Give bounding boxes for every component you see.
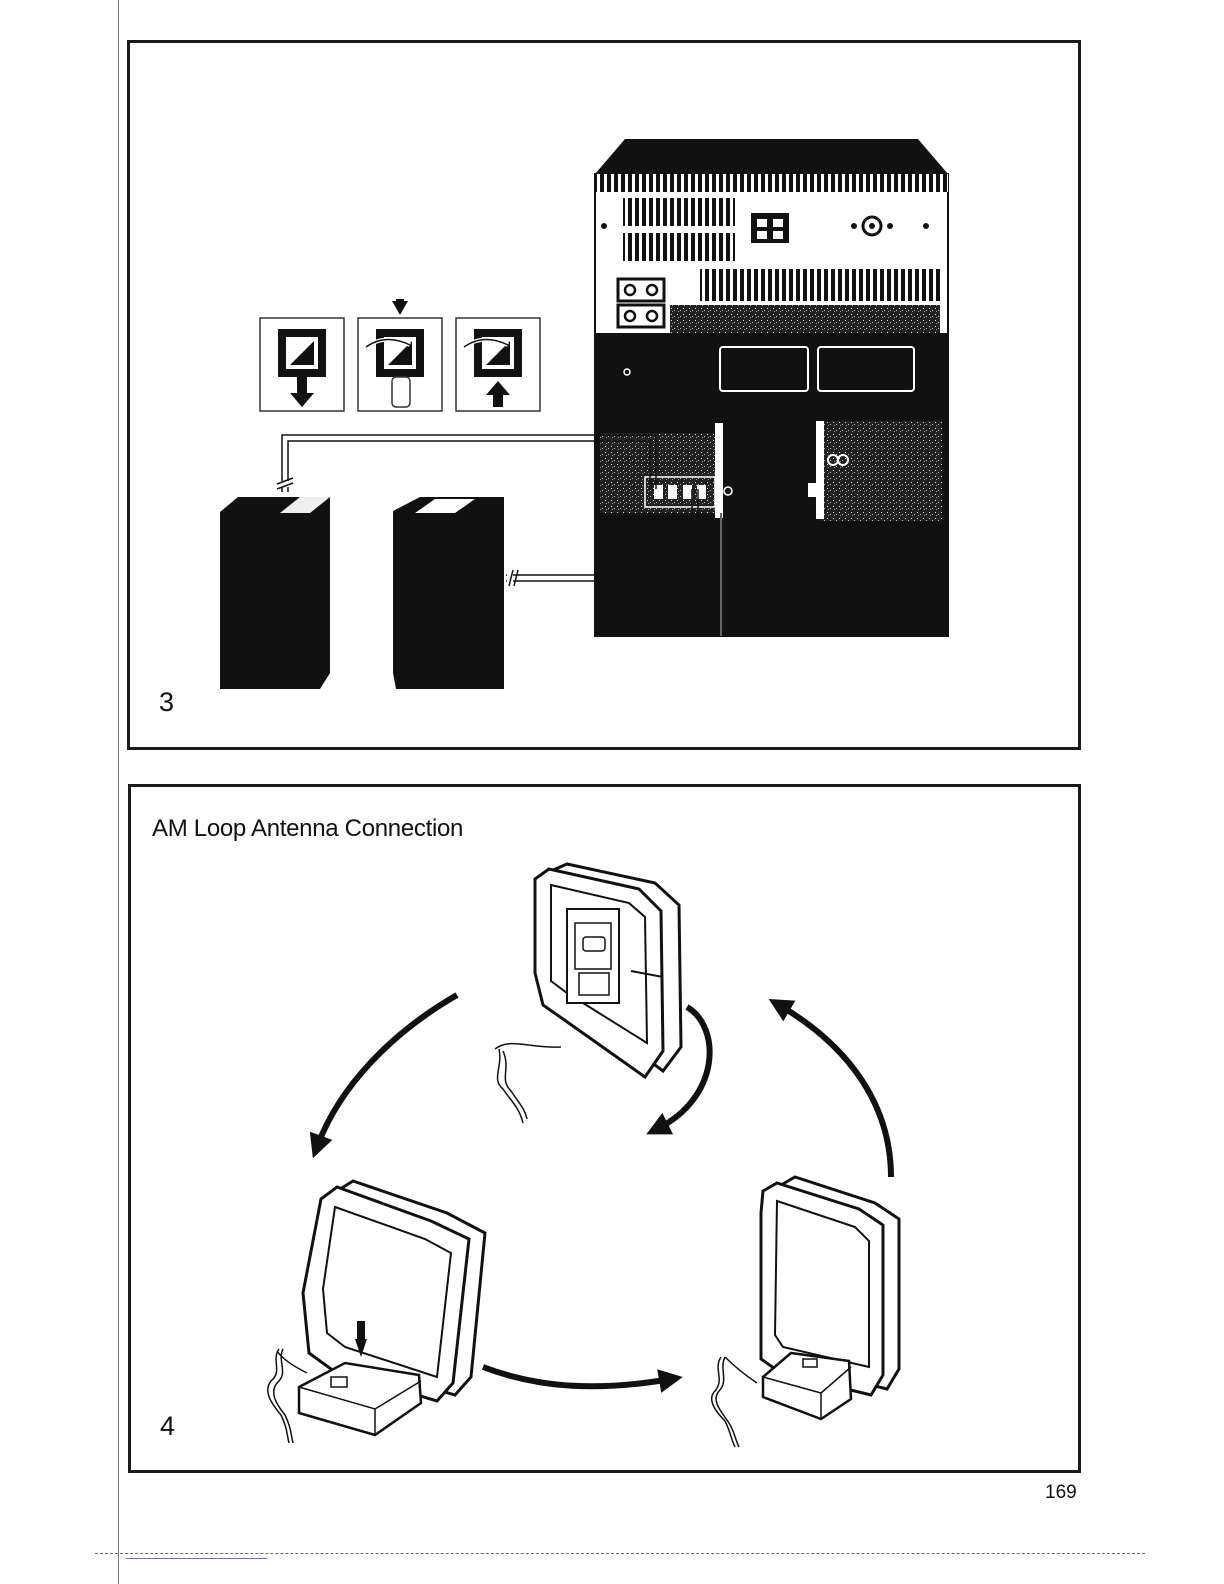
page-number: 169 [1045,1482,1077,1503]
bottom-dashed-rule [95,1553,1145,1554]
terminal-insert-wire-step-icon [358,299,442,411]
speaker-connection-illustration [130,43,1078,747]
arrow-left-to-right [483,1367,671,1386]
terminal-close-step-icon [456,318,540,411]
antenna-standing [712,1177,899,1447]
stereo-unit-rear [595,139,948,636]
figure-number: 4 [160,1411,176,1441]
antenna-rear-view [495,864,681,1123]
figure-heading: AM Loop Antenna Connection [152,815,464,842]
left-speaker [220,497,330,689]
am-loop-antenna-illustration [131,787,1078,1470]
left-margin-line [118,0,119,1584]
figure-3-panel [127,40,1081,750]
arrow-top-to-left [317,995,457,1147]
terminal-open-step-icon [260,318,344,411]
blue-underline [126,1558,267,1559]
arrow-right-to-top [779,1005,891,1177]
figure-4-panel [128,784,1081,1473]
antenna-on-base [268,1181,485,1443]
figure-number: 3 [159,687,175,717]
right-speaker [393,497,504,689]
